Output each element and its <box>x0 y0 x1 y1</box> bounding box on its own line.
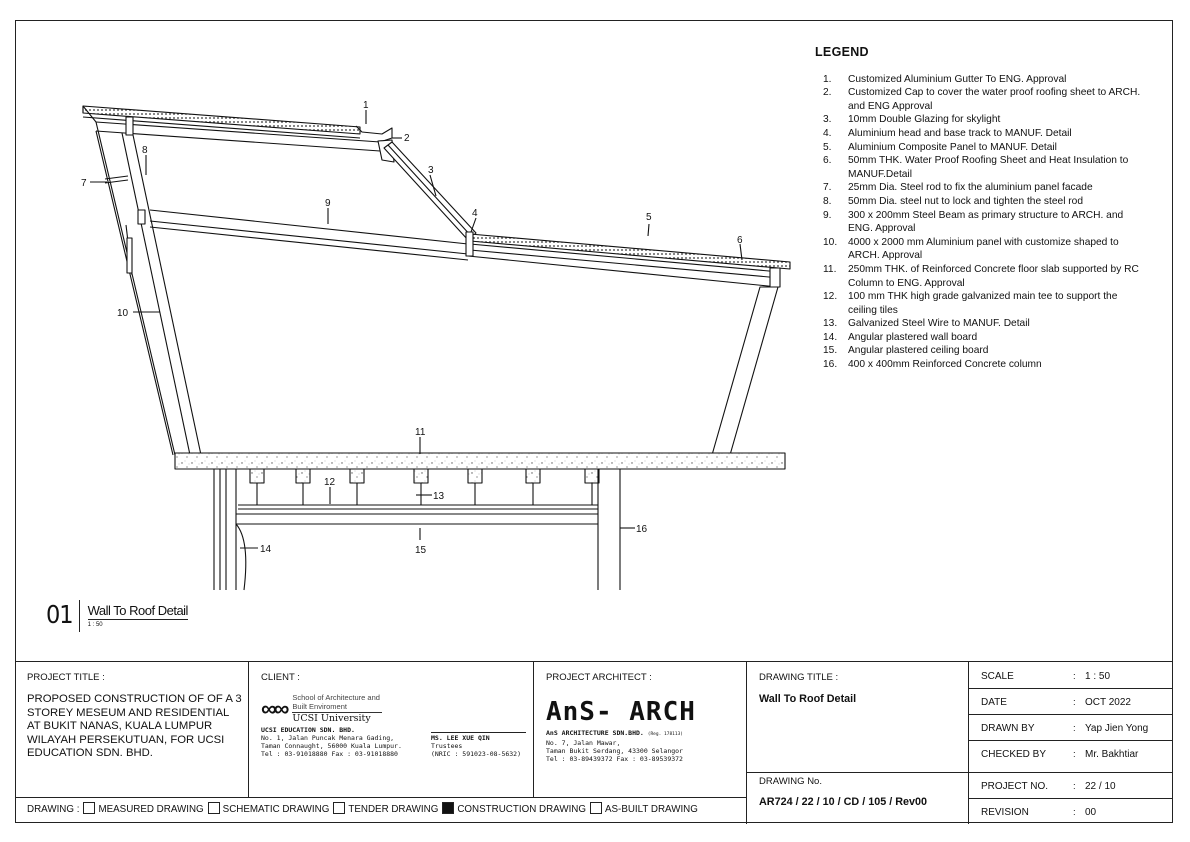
row-separator: : <box>1073 671 1076 682</box>
legend-item <box>815 127 1145 141</box>
drawing-type-label: DRAWING : <box>27 804 80 815</box>
drawing-no-label: DRAWING No. <box>759 776 822 787</box>
row-value: 00 <box>1085 807 1097 818</box>
drawing-type-checkbox[interactable] <box>442 802 454 814</box>
client-address-2: Taman Connaught, 56000 Kuala Lumpur. <box>261 742 402 750</box>
callout-14: 14 <box>260 544 272 555</box>
legend-item <box>815 154 1145 181</box>
row-separator: : <box>1073 781 1076 792</box>
legend-item-text: 25mm Dia. Steel rod to fix the aluminium panel facade <box>848 182 1093 194</box>
legend-item-number: 13. <box>823 318 838 330</box>
legend-item-text: 100 mm THK high grade galvanized main tee to support the ceiling tiles <box>848 291 1118 316</box>
row-separator: : <box>1073 807 1076 818</box>
trustee-nric: (NRIC : 591023-08-5632) <box>431 750 522 758</box>
callout-1: 1 <box>363 100 369 111</box>
legend-item-text: 50mm THK. Water Proof Roofing Sheet and Heat Insulation to MANUF.Detail <box>848 155 1129 180</box>
galvanized-wires <box>257 483 592 505</box>
legend-item <box>815 263 1145 290</box>
legend-item-text: 4000 x 2000 mm Aluminium panel with customize shaped to ARCH. Approval <box>848 236 1119 262</box>
drawing-title-tag <box>46 600 188 632</box>
row-label: DATE <box>981 697 1007 708</box>
legend-item <box>815 195 1145 209</box>
legend-item-number: 7. <box>823 182 832 194</box>
legend-item-number: 15. <box>823 345 838 357</box>
title-block <box>15 661 1173 824</box>
ucsi-logo <box>261 693 526 724</box>
architect-address-2: Taman Bukit Serdang, 43300 Selangor <box>546 747 683 755</box>
title-block-row <box>981 807 1166 818</box>
legend-item <box>815 344 1145 358</box>
legend-item-number: 4. <box>823 127 832 139</box>
legend-item-text: 250mm THK. of Reinforced Concrete floor slab supported by RC Column to ENG. Approval <box>848 263 1139 289</box>
row-label: REVISION <box>981 807 1029 818</box>
drawing-number: 01 <box>46 600 80 632</box>
aluminium-panel-facade <box>83 106 175 455</box>
row-label: SCALE <box>981 671 1014 682</box>
legend-item <box>815 358 1145 372</box>
callout-6: 6 <box>737 235 743 246</box>
legend-item-number: 1. <box>823 73 832 85</box>
row-separator: : <box>1073 697 1076 708</box>
drawing-type-checkbox[interactable] <box>590 802 602 814</box>
client-tel: Tel : 03-91018880 Fax : 03-91018880 <box>261 750 398 758</box>
drawing-type-option: MEASURED DRAWING <box>98 804 204 815</box>
legend-item <box>815 86 1145 113</box>
legend-item-number: 10. <box>823 236 838 248</box>
legend-item <box>815 236 1145 263</box>
concrete-floor-slab <box>175 453 785 469</box>
legend-item-text: Galvanized Steel Wire to MANUF. Detail <box>848 318 1030 330</box>
legend-item <box>815 73 1145 87</box>
callout-9: 9 <box>325 198 331 209</box>
architect-reg: (Reg. 178113) <box>647 732 683 737</box>
legend-item-number: 3. <box>823 114 832 126</box>
steel-beam <box>150 210 468 244</box>
architect-label: PROJECT ARCHITECT : <box>546 672 652 683</box>
drawing-type-checkbox[interactable] <box>333 802 345 814</box>
architect-address-1: No. 7, Jalan Mawar, <box>546 739 621 747</box>
drawing-scale: 1 : 50 <box>87 622 103 628</box>
legend-item-text: 50mm Dia. steel nut to lock and tighten the steel rod <box>848 195 1084 207</box>
legend-item <box>815 331 1145 345</box>
title-block-row <box>981 749 1166 760</box>
row-label: CHECKED BY <box>981 749 1047 760</box>
legend-title: LEGEND <box>815 45 869 59</box>
trustee-role: Trustees <box>431 742 463 750</box>
legend-item <box>815 113 1145 127</box>
callout-7: 7 <box>81 178 87 189</box>
title-block-row <box>981 671 1166 682</box>
callout-2: 2 <box>404 133 410 144</box>
row-value: 22 / 10 <box>1085 781 1116 792</box>
legend-item-number: 2. <box>823 87 832 99</box>
drawing-type-checkbox[interactable] <box>83 802 95 814</box>
callout-15: 15 <box>415 545 427 556</box>
callout-16: 16 <box>636 524 648 535</box>
callout-8: 8 <box>142 145 148 156</box>
title-block-row <box>981 781 1166 792</box>
drawing-type-checklist <box>27 802 698 815</box>
callout-13: 13 <box>433 491 445 502</box>
client-university: UCSI University <box>292 712 382 724</box>
callout-5: 5 <box>646 212 652 223</box>
drawing-type-option: AS-BUILT DRAWING <box>604 804 698 815</box>
row-label: DRAWN BY <box>981 723 1035 734</box>
legend-item-text: Angular plastered ceiling board <box>848 345 989 357</box>
legend-item-text: 400 x 400mm Reinforced Concrete column <box>848 359 1042 371</box>
legend-item-number: 14. <box>823 331 838 343</box>
row-value: 1 : 50 <box>1085 671 1111 682</box>
legend-item-number: 6. <box>823 155 832 167</box>
legend-item-text: 300 x 200mm Steel Beam as primary structure to ARCH. and ENG. Approval <box>848 209 1124 235</box>
legend-item <box>815 209 1145 236</box>
row-value: Mr. Bakhtiar <box>1085 749 1139 760</box>
rc-column <box>712 278 778 455</box>
architect-company: AnS ARCHITECTURE SDN.BHD. <box>546 729 644 737</box>
client-company: UCSI EDUCATION SDN. BHD. <box>261 726 355 734</box>
architect-logo: AnS- ARCH <box>546 697 696 727</box>
legend-list <box>815 73 1145 372</box>
row-value: Yap Jien Yong <box>1085 723 1149 734</box>
legend-item-number: 5. <box>823 141 832 153</box>
legend-item-text: Aluminium Composite Panel to MANUF. Detail <box>848 141 1057 153</box>
head-track <box>466 232 473 256</box>
trustee-name: MS. LEE XUE QIN <box>431 734 490 742</box>
title-block-row <box>981 723 1166 734</box>
client-label: CLIENT : <box>261 672 300 683</box>
legend-item-text: Customized Aluminium Gutter To ENG. Approval <box>848 73 1067 85</box>
drawing-type-option: SCHEMATIC DRAWING <box>222 804 330 815</box>
callout-4: 4 <box>472 208 478 219</box>
row-value: OCT 2022 <box>1085 697 1131 708</box>
callout-11: 11 <box>415 427 426 438</box>
drawing-type-checkbox[interactable] <box>208 802 220 814</box>
legend-item <box>815 181 1145 195</box>
gutter <box>356 126 392 142</box>
drawing-type-option: TENDER DRAWING <box>348 804 439 815</box>
legend-item-number: 12. <box>823 291 838 303</box>
drawing-title-label: DRAWING TITLE : <box>759 672 839 683</box>
row-separator: : <box>1073 723 1076 734</box>
row-separator: : <box>1073 749 1076 760</box>
drawing-title-value: Wall To Roof Detail <box>759 693 857 705</box>
legend-item <box>815 141 1145 155</box>
client-school: School of Architecture and Built Enviroment <box>292 693 380 711</box>
legend-item-number: 16. <box>823 359 838 371</box>
callout-3: 3 <box>428 165 434 176</box>
legend-item-number: 9. <box>823 209 832 221</box>
legend-item-number: 11. <box>823 263 837 275</box>
callout-10: 10 <box>117 308 129 319</box>
title-block-row <box>981 697 1166 708</box>
project-title: PROPOSED CONSTRUCTION OF OF A 3 STOREY MESEUM AND RESIDENTIAL AT BUKIT NANAS, KUALA LUMPUR WILAYAH PERSEKUTUAN, FOR UCSI EDUCATION SDN. BHD. <box>27 693 242 760</box>
ucsi-logo-mark: ∞∞ <box>261 695 287 721</box>
row-label: PROJECT NO. <box>981 781 1049 792</box>
client-address-1: No. 1, Jalan Puncak Menara Gading, <box>261 734 395 742</box>
legend <box>815 46 1145 372</box>
project-title-label: PROJECT TITLE : <box>27 672 105 683</box>
legend-item <box>815 290 1145 317</box>
legend-item <box>815 317 1145 331</box>
legend-item-text: Aluminium head and base track to MANUF. Detail <box>848 127 1072 139</box>
legend-item-text: Angular plastered wall board <box>848 331 978 343</box>
architect-tel: Tel : 03-89439372 Fax : 03-89539372 <box>546 755 683 763</box>
drawing-name: Wall To Roof Detail <box>87 603 188 618</box>
drawing-type-option: CONSTRUCTION DRAWING <box>457 804 586 815</box>
legend-item-text: 10mm Double Glazing for skylight <box>848 114 1001 126</box>
callout-12: 12 <box>324 477 336 488</box>
drawing-no-value: AR724 / 22 / 10 / CD / 105 / Rev00 <box>759 796 928 808</box>
legend-item-number: 8. <box>823 195 832 207</box>
legend-item-text: Customized Cap to cover the water proof roofing sheet to ARCH. and ENG Approval <box>848 87 1141 112</box>
